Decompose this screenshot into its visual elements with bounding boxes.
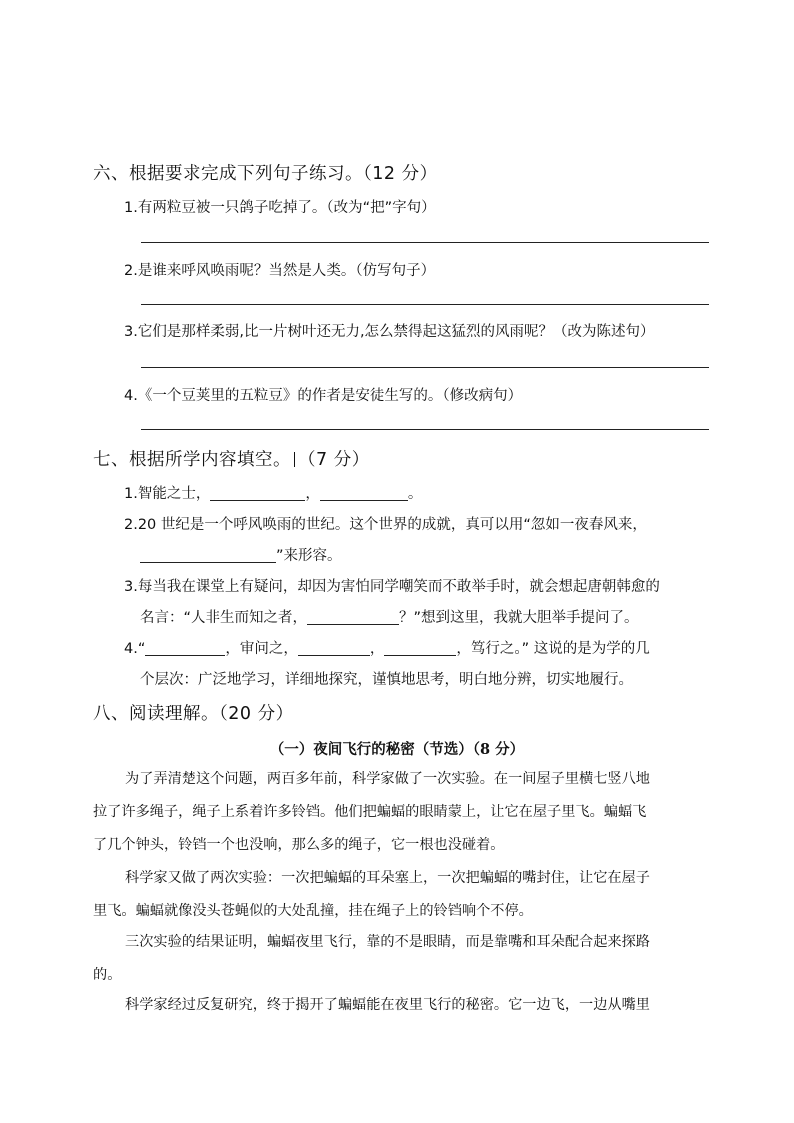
- answer-line-6-3[interactable]: [141, 367, 709, 368]
- question-7-2-line1: 2.20 世纪是一个呼风唤雨的世纪。这个世界的成就，真可以用“忽如一夜春风来，: [124, 517, 647, 533]
- blank-7-4-a[interactable]: [145, 641, 225, 657]
- passage-line: 拉了许多绳子，绳子上系着许多铃铛。他们把蝙蝠的眼睛蒙上，让它在屋子里飞。蝙蝠飞: [93, 804, 647, 820]
- section-6-heading: 六、根据要求完成下列句子练习。（12 分）: [93, 164, 438, 184]
- question-7-4-mid1: ，审问之，: [225, 641, 298, 657]
- question-7-3-line1: 3.每当我在课堂上有疑问，却因为害怕同学嘲笑而不敢举手时，就会想起唐朝韩愈的: [124, 579, 660, 595]
- section-7-heading: [93, 446, 370, 471]
- passage-line: 三次实验的结果证明，蝙蝠夜里飞行，靠的不是眼睛，而是靠嘴和耳朵配合起来探路: [125, 934, 650, 950]
- question-7-4-start: 4.“: [124, 641, 146, 657]
- question-6-4: 4.《一个豆荚里的五粒豆》的作者是安徒生写的。（修改病句）: [124, 388, 523, 404]
- answer-line-6-4[interactable]: [141, 429, 709, 430]
- blank-7-4-c[interactable]: [384, 641, 456, 657]
- answer-line-6-1[interactable]: [141, 242, 709, 243]
- section-7-heading-text: 七、根据所学内容填空。: [93, 450, 291, 470]
- question-7-4-mid2: ，: [369, 641, 385, 657]
- passage-line: 了几个钟头，铃铛一个也没响，那么多的绳子，它一根也没碰着。: [93, 837, 505, 853]
- question-7-1-end: 。: [407, 486, 423, 502]
- passage-line: 的。: [93, 967, 122, 983]
- passage-line: 科学家又做了两次实验：一次把蝙蝠的耳朵塞上，一次把蝙蝠的嘴封住，让它在屋子: [125, 870, 650, 886]
- question-7-2-line2: [140, 544, 342, 565]
- question-7-3-line2: [140, 606, 639, 627]
- blank-7-2[interactable]: [140, 548, 276, 564]
- blank-7-1-a[interactable]: [210, 486, 305, 502]
- question-6-3: 3.它们是那样柔弱,比一片树叶还无力,怎么禁得起这猛烈的风雨呢？（改为陈述句）: [124, 324, 655, 340]
- question-7-4-line2: 个层次：广泛地学习，详细地探究，谨慎地思考，明白地分辨，切实地履行。: [140, 672, 633, 688]
- answer-line-6-2[interactable]: [141, 304, 709, 305]
- question-7-3-text: 名言：“人非生而知之者，: [140, 610, 308, 626]
- section-7-points: （7 分）: [298, 450, 370, 470]
- question-7-2-end: ”来形容。: [276, 548, 342, 564]
- question-6-2: 2.是谁来呼风唤雨呢？当然是人类。（仿写句子）: [124, 263, 436, 279]
- question-7-1: [124, 482, 422, 503]
- blank-7-3[interactable]: [307, 610, 399, 626]
- question-7-3-end: ？”想到这里，我就大胆举手提问了。: [399, 610, 639, 626]
- passage-line: 科学家经过反复研究，终于揭开了蝙蝠能在夜里飞行的秘密。它一边飞，一边从嘴里: [125, 997, 650, 1013]
- passage-paragraph-1: [93, 763, 710, 862]
- passage-line: 里飞。蝙蝠就像没头苍蝇似的大处乱撞，挂在绳子上的铃铛响个不停。: [93, 903, 533, 919]
- passage-title: （一）夜间飞行的秘密（节选）（8 分）: [269, 741, 525, 758]
- question-7-1-text: 1.智能之士，: [124, 486, 211, 502]
- question-6-1: 1.有两粒豆被一只鸽子吃掉了。（改为“把”字句）: [124, 200, 436, 216]
- section-8-heading: 八、阅读理解。（20 分）: [93, 704, 294, 724]
- passage-line: 为了弄清楚这个问题，两百多年前，科学家做了一次实验。在一间屋子里横七竖八地: [125, 771, 650, 787]
- question-7-4-end: ，笃行之。” 这说的是为学的几: [456, 641, 650, 657]
- passage-paragraph-3: [93, 926, 710, 992]
- question-7-4-line1: [124, 637, 650, 658]
- question-7-1-sep: ，: [305, 486, 320, 502]
- passage-paragraph-2: [93, 862, 710, 928]
- text-cursor-icon: [294, 452, 295, 467]
- blank-7-4-b[interactable]: [298, 641, 370, 657]
- passage-paragraph-4: [93, 989, 710, 1022]
- blank-7-1-b[interactable]: [320, 486, 408, 502]
